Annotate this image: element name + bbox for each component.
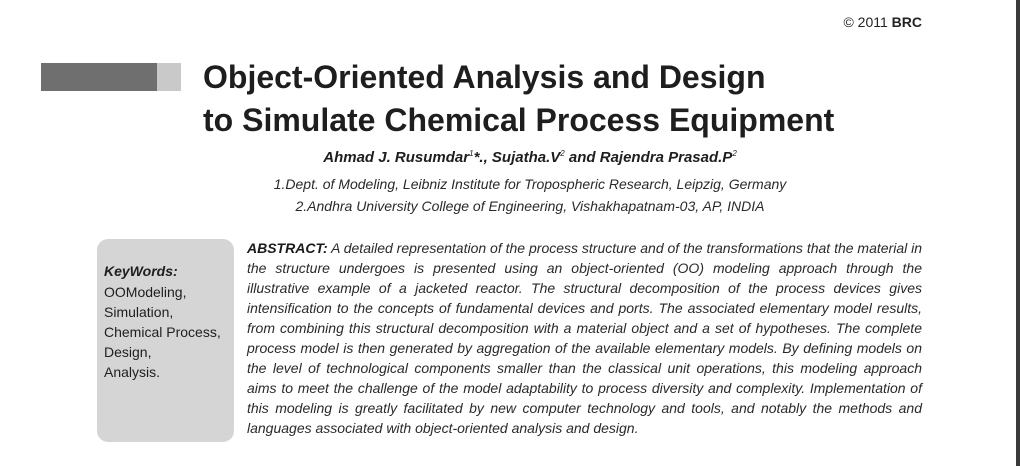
author-3-affiliation-mark: 2 bbox=[732, 149, 737, 158]
author-1-affiliation-mark: 1 bbox=[469, 149, 474, 158]
keywords-box bbox=[97, 239, 234, 442]
keyword-item: OOModeling, bbox=[104, 284, 187, 300]
keyword-item: Design, bbox=[104, 344, 152, 360]
keywords-heading: KeyWords: bbox=[104, 263, 178, 279]
keyword-item: Simulation, bbox=[104, 304, 174, 320]
author-1-suffix: *., bbox=[473, 149, 488, 166]
decoration-bar-dark bbox=[41, 63, 157, 91]
paper-title-line-2: to Simulate Chemical Process Equipment bbox=[203, 102, 835, 138]
keyword-item: Analysis. bbox=[104, 364, 161, 380]
decoration-bar-light bbox=[157, 63, 181, 91]
author-connector: and bbox=[568, 149, 596, 166]
abstract-label: ABSTRACT: bbox=[247, 240, 328, 256]
author-2-affiliation-mark: 2 bbox=[560, 149, 565, 158]
right-edge-rule bbox=[1016, 0, 1020, 466]
copyright-year: © 2011 bbox=[843, 14, 888, 30]
author-1-name: Ahmad J. Rusumdar bbox=[323, 149, 470, 166]
author-3-name: Rajendra Prasad.P bbox=[599, 149, 733, 166]
copyright-org: BRC bbox=[891, 14, 922, 30]
abstract-text: A detailed representation of the process structure and of the transformations that the material in the structure undergoes is presented using an object-oriented (OO) modeling approach through the illustrative example of a jacketed reactor. The structural decomposition of the process devices gives intensification to the concepts of fundamental devices and ports. The associated elementary model results, from combining this structural decomposition with a material object and a set of hypotheses. The complete process model is then generated by aggregation of the available elementary models. By defining models on the level of technological components smaller than the classical unit operations, this modeling approach aims to meet the challenge of the model adaptability to process diversity and complexity. Implementation of this modeling is greatly facilitated by new computer technology and tools, and notably the methods and languages associated with object-oriented analysis and design. bbox=[247, 240, 923, 436]
abstract-paragraph bbox=[247, 238, 922, 438]
affiliation-2: 2.Andhra University College of Engineering, Vishakhapatnam-03, AP, INDIA bbox=[295, 198, 765, 214]
paper-title-line-1: Object-Oriented Analysis and Design bbox=[203, 59, 766, 95]
author-list bbox=[200, 149, 860, 166]
paper-title bbox=[203, 56, 963, 142]
title-decoration-bar bbox=[41, 63, 181, 91]
copyright-notice bbox=[843, 14, 922, 30]
author-2-name: Sujatha.V bbox=[491, 149, 561, 166]
affiliation-1: 1.Dept. of Modeling, Leibniz Institute for Tropospheric Research, Leipzig, Germany bbox=[273, 176, 787, 192]
keyword-item: Chemical Process, bbox=[104, 324, 221, 340]
